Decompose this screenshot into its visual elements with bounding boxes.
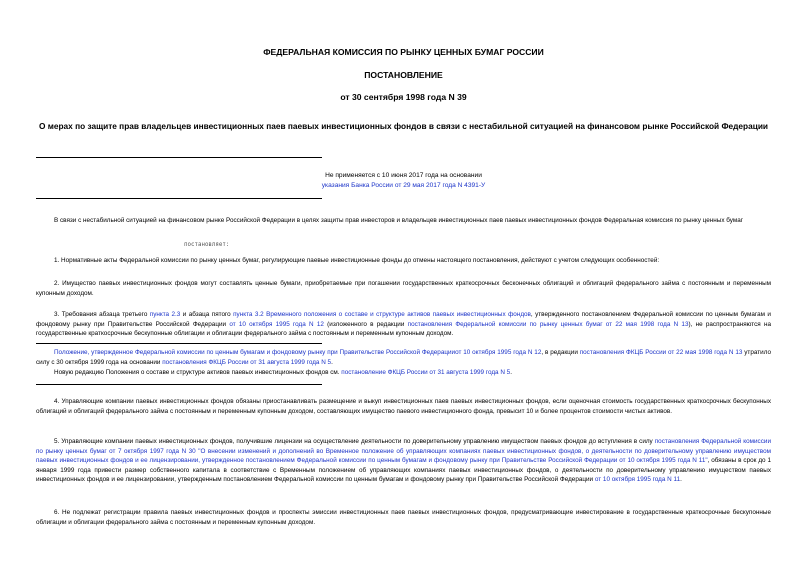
link-decree-1995-11[interactable]: от 10 октября 1995 года N 11 (594, 476, 681, 484)
agency-heading: ФЕДЕРАЛЬНАЯ КОМИССИЯ ПО РЫНКУ ЦЕННЫХ БУМАГ РОССИИ (263, 47, 544, 57)
paragraph-5 (36, 437, 771, 485)
date-number-heading: от 30 сентября 1998 года N 39 (340, 92, 467, 102)
text: Новую редакцию Положения о составе и структуре активов паевых инвестиционных фондов см. (54, 369, 342, 376)
status-note (200, 171, 607, 191)
text: (изложенного в редакции (323, 320, 408, 328)
link-decree-1998-13[interactable]: постановления Федеральной комиссии по рынку ценных бумаг от 22 мая 1998 года N 13 (407, 320, 689, 328)
link-point-3-2[interactable]: пункта 3.2 Временного положения о составе и структуре активов паевых инвестиционных фондов (233, 311, 531, 318)
document-type-heading: ПОСТАНОВЛЕНИЕ (364, 70, 443, 80)
paragraph-1: 1. Нормативные акты Федеральной комиссии по рынку ценных бумаг, регулирующие паевые инвестиционные фонды до отмены настоящего постановления, действуют с учетом следующих особенностей: (54, 257, 660, 264)
status-note-link[interactable]: указания Банка России от 29 мая 2017 года N 4391-У (321, 182, 486, 189)
paragraph-6: 6. Не подлежат регистрации правила паевых инвестиционных фондов и проспекты эмиссии инвестиционных паев паевых инвестиционных фондов, предусматривающие инвестирование в государственные краткосрочные бескупонные облигации и облигации федерального займа с постоянным и переменным купонным доходом. (36, 509, 771, 526)
text: , утвержденного постановлением Федеральной комиссии по ценным бумагам и фондовому рынку при Правительстве Российской Федерации (36, 311, 771, 328)
divider (36, 198, 322, 199)
divider (36, 384, 322, 385)
preamble-paragraph: В связи с нестабильной ситуацией на финансовом рынке Российской Федерации в целях защиты прав инвесторов и владельцев инвестиционных паев паевых инвестиционных фондов Федеральная комиссия по рынку ценных бумаг (54, 217, 744, 224)
text: утратило силу с 30 октября 1999 года на основании (36, 349, 771, 366)
link-1999-5[interactable]: постановления ФКЦБ России от 31 августа 1999 года N 5 (162, 358, 332, 366)
text: . (331, 358, 333, 366)
text: , обязаны в срок до 1 января 1999 года привести размер собственного капитала в соответствие с Временным положением об управляющих компаниях паевых инвестиционных фондов, о деятельности по доверительному управлению имуществом паевых инвестиционных фондов и ее лицензировании, утвержденным постановлением Федеральной комиссии по ценным бумагам и фондовому рынку при Правительстве Российской Федерации (36, 457, 771, 484)
paragraph-3 (36, 310, 771, 339)
text: 3. Требования абзаца третьего (54, 311, 150, 318)
text: . (680, 476, 682, 484)
link-1999-5-new[interactable]: постановление ФКЦБ России от 31 августа 1999 года N 5 (341, 369, 511, 376)
link-1995-12[interactable]: от 10 октября 1995 года N 12 (455, 349, 542, 356)
decree-word: постановляет: (184, 242, 230, 248)
text: , в редакции (541, 349, 580, 356)
paragraph-4: 4. Управляющие компании паевых инвестиционных фондов обязаны приостанавливать размещение и выкуп инвестиционных паев паевых инвестиционных фондов, если оценочная стоимость государственных краткосрочных бескупонных облигаций и облигаций федерального займа с постоянным и переменным купонным доходом, составляющих имущество паевого инвестиционного фонда, превысит 10 и более процентов стоимости чистых активов. (36, 398, 771, 415)
link-regulation[interactable]: Положение, утвержденное Федеральной комиссии по ценным бумагам и фондовому рынку при Правительстве Российской Федерации (54, 349, 456, 356)
paragraph-2: 2. Имущество паевых инвестиционных фондов могут составлять ценные бумаги, приобретаемые при погашении государственных краткосрочных бесконечных облигаций и облигаций федерального займа с постоянным и переменным купонным доходом. (36, 280, 771, 297)
status-note-text: Не применяется с 10 июня 2017 года на основании (325, 172, 482, 179)
link-1998-13[interactable]: постановления ФКЦБ России от 22 мая 1998 года N 13 (579, 349, 743, 356)
text: 5. Управляющие компании паевых инвестиционных фондов, получившие лицензии на осуществление деятельности по доверительному управлению имуществом паевых фондов до вступления в силу (54, 438, 655, 445)
link-decree-1997-30[interactable]: постановления Федеральной комиссии по рынку ценных бумаг от 7 октября 1997 года N 30 "О внесении изменений и дополнений во Временное положение об управляющих компаниях паевых инвестиционных фондов, о деятельности по доверительному управлению имуществом паевых инвестиционных фондов и ее лицензировании, утвержденное постановлением Федеральной комиссии по ценным бумагам и фондовому рынку при Правительстве Российской Федерации от 10 октября 1995 года N 11" (36, 438, 771, 465)
document-title: О мерах по защите прав владельцев инвестиционных паев паевых инвестиционных фондов в связи с нестабильной ситуацией на финансовом рынке Российской Федерации (38, 121, 769, 131)
link-point-2-3[interactable]: пункта 2.3 (149, 311, 181, 318)
comment-new-edition (36, 368, 771, 378)
comment-block (36, 348, 771, 367)
text: . (510, 369, 512, 376)
text: ), не распространяются на государственные краткосрочные бескупонные облигации и облигации федерального займа с постоянным и переменным купонным доходом. (36, 320, 772, 338)
divider (36, 157, 322, 158)
divider (36, 343, 322, 344)
text: и абзаца пятого (180, 311, 234, 318)
link-decree-1995-12[interactable]: от 10 октября 1995 года N 12 (229, 320, 324, 328)
